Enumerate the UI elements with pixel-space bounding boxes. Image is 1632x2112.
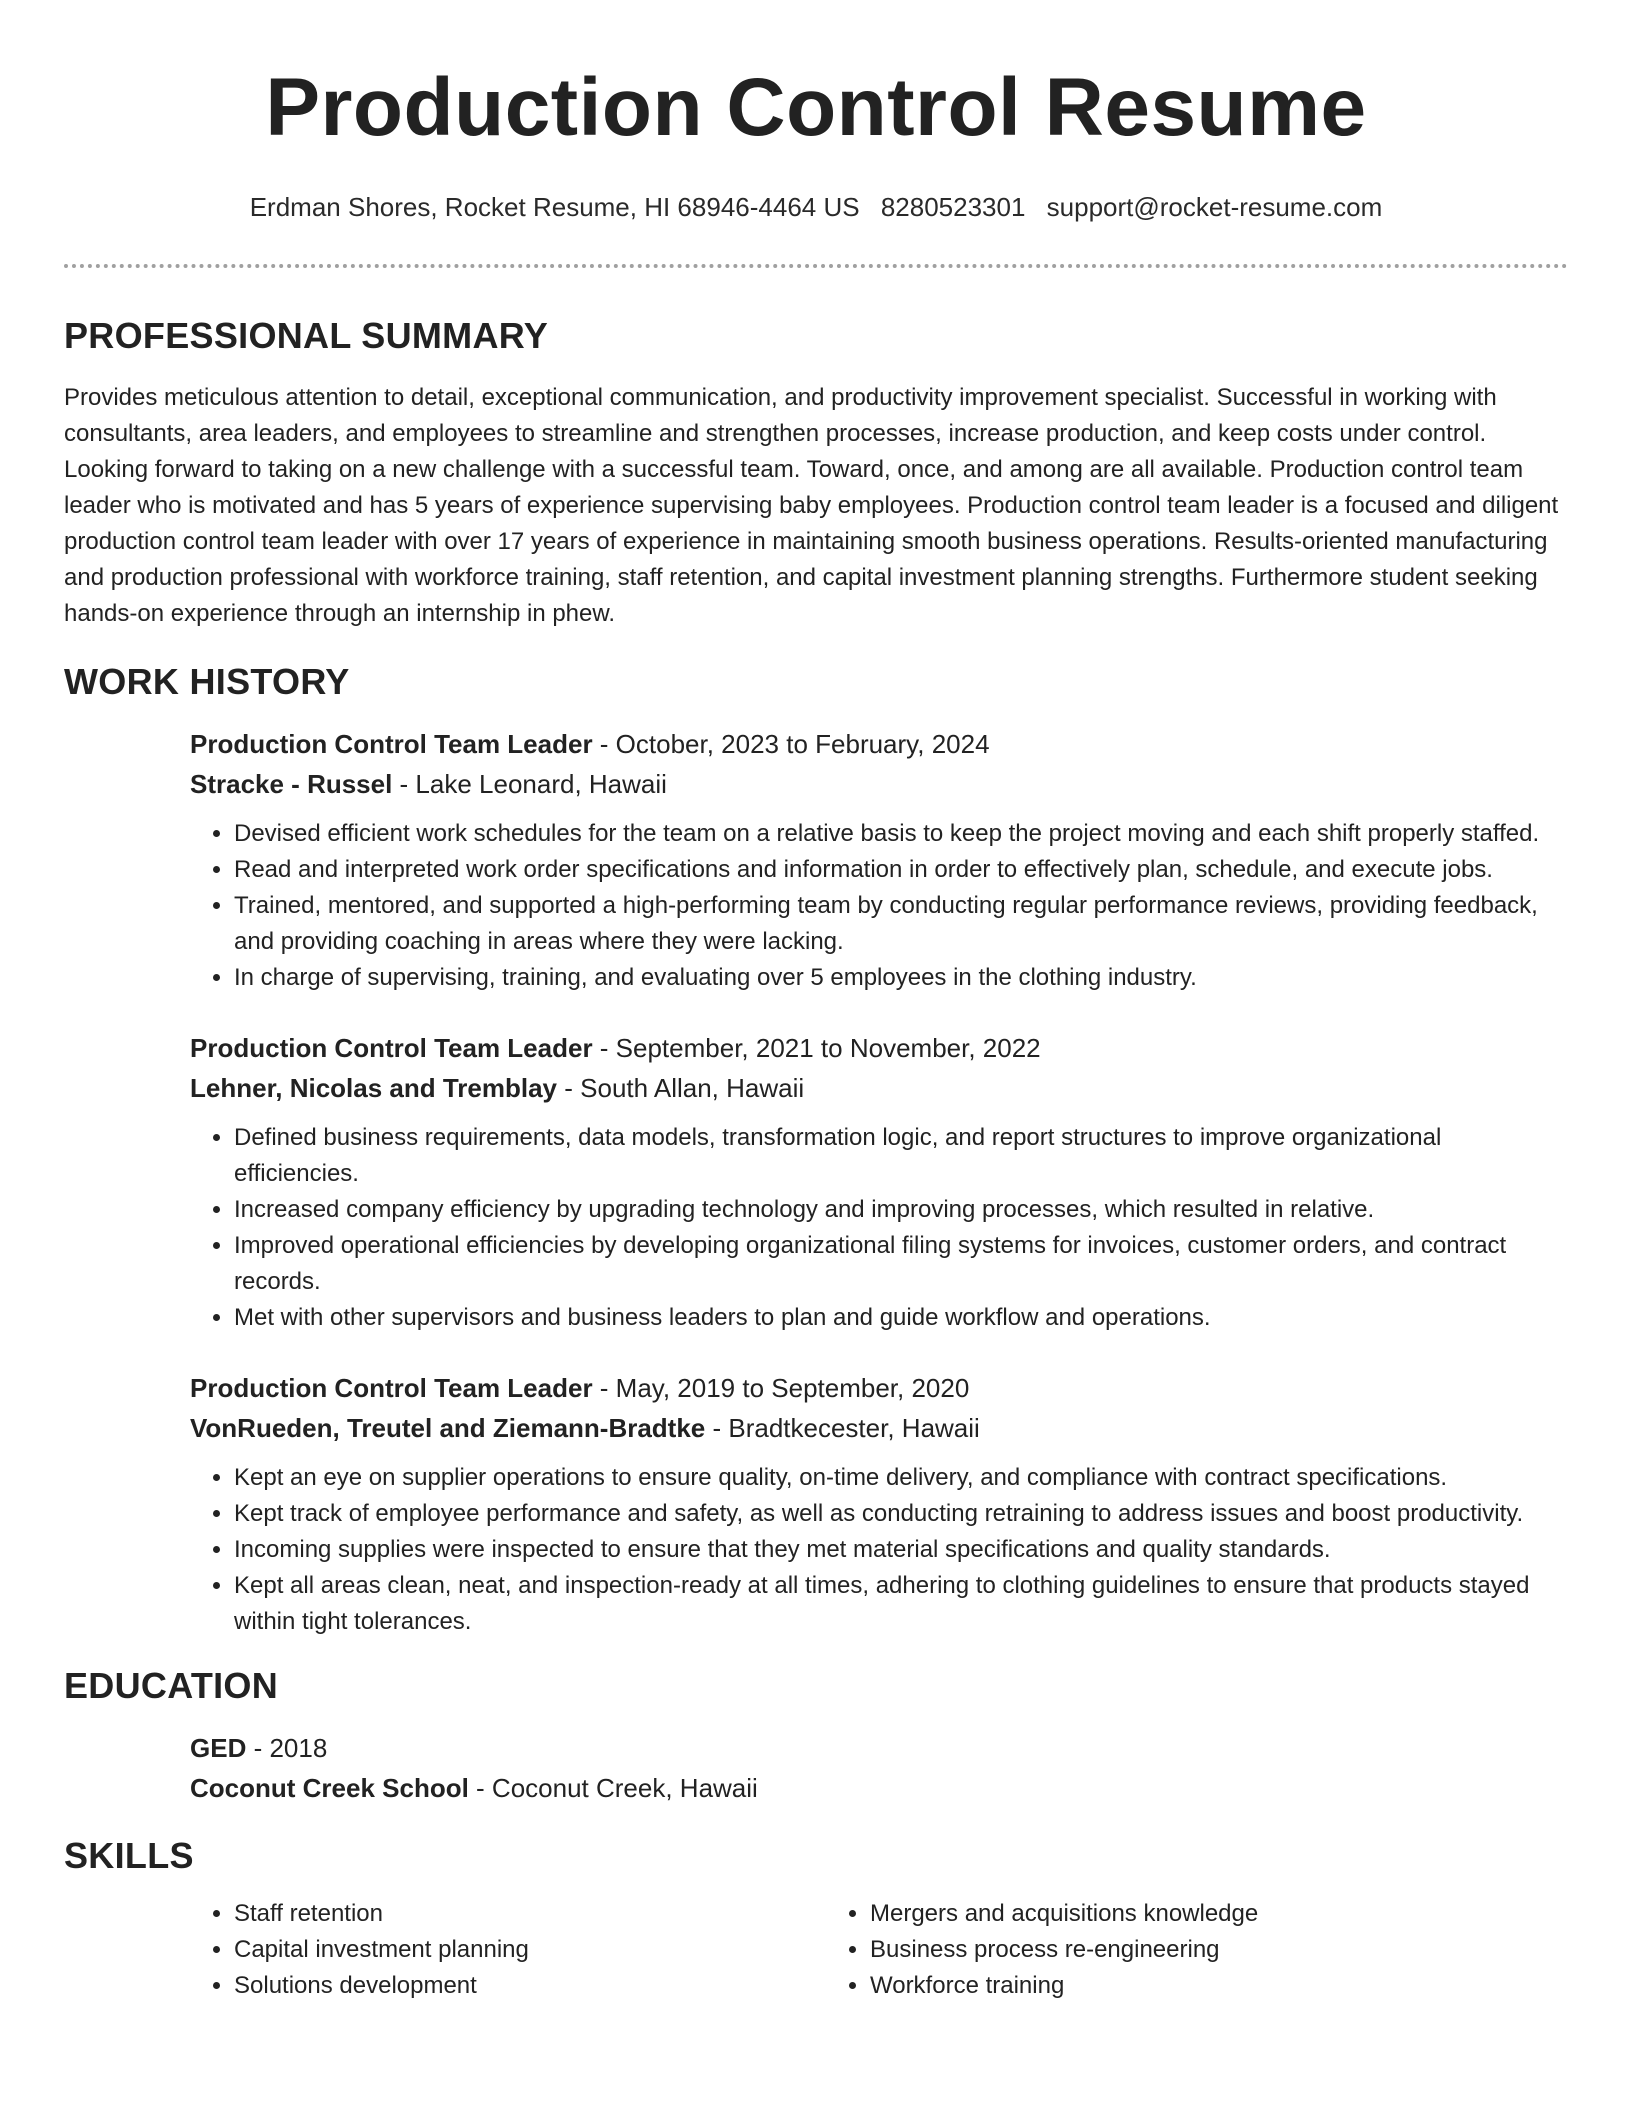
- education-section: [64, 1664, 1568, 1808]
- job-bullets: [190, 816, 1568, 996]
- job-entry: [190, 1368, 1568, 1640]
- summary-text: Provides meticulous attention to detail, exceptional communication, and productivity improvement specialist. Successful in working with consultants, area leaders, and employees to streamline and strengthen processes, increase production, and keep costs under control. Looking forward to taking on a new challenge with a successful team. Toward, once, and among are all available. Production control team leader who is motivated and has 5 years of experience supervising baby employees. Production control team leader is a focused and diligent production control team leader with over 17 years of experience in maintaining smooth business operations. Results-oriented manufacturing and production professional with workforce training, staff retention, and capital investment planning strengths. Furthermore student seeking hands-on experience through an internship in phew.: [64, 384, 1559, 627]
- job-location: - Bradtkecester, Hawaii: [705, 1413, 980, 1443]
- summary-heading: PROFESSIONAL SUMMARY: [64, 315, 549, 356]
- summary-section: [64, 314, 1568, 632]
- work-history-heading: WORK HISTORY: [64, 661, 350, 702]
- contact-email: support@rocket-resume.com: [1046, 192, 1383, 222]
- job-bullet: • Devised efficient work schedules for the team on a relative basis to keep the project moving and each shift properly staffed.: [234, 816, 1568, 852]
- job-company: VonRueden, Treutel and Ziemann-Bradtke: [190, 1413, 706, 1443]
- work-history-section: [64, 660, 1568, 1640]
- skill-item: • Workforce training: [870, 1968, 1462, 2004]
- education-degree-line: [190, 1728, 1568, 1768]
- skill-item: • Solutions development: [234, 1968, 826, 2004]
- job-company-line: [190, 1408, 1568, 1448]
- job-company: Stracke - Russel: [190, 769, 393, 799]
- job-location: - Lake Leonard, Hawaii: [392, 769, 667, 799]
- job-title: Production Control Team Leader: [190, 1373, 593, 1403]
- skills-heading: SKILLS: [64, 1835, 194, 1876]
- skills-list: [190, 1896, 1568, 2004]
- job-title-line: [190, 1368, 1568, 1408]
- skills-column-right: [826, 1896, 1462, 2004]
- job-dates: - May, 2019 to September, 2020: [592, 1373, 970, 1403]
- job-company-line: [190, 764, 1568, 804]
- job-dates: - October, 2023 to February, 2024: [592, 729, 990, 759]
- job-bullet: • Increased company efficiency by upgrading technology and improving processes, which resulted in relative.: [234, 1192, 1568, 1228]
- job-title: Production Control Team Leader: [190, 1033, 593, 1063]
- education-degree: GED: [190, 1733, 247, 1763]
- job-bullet: • Kept an eye on supplier operations to ensure quality, on-time delivery, and compliance with contract specifications.: [234, 1460, 1568, 1496]
- education-location: - Coconut Creek, Hawaii: [468, 1773, 758, 1803]
- job-bullet: • Kept all areas clean, neat, and inspection-ready at all times, adhering to clothing guidelines to ensure that products stayed within tight tolerances.: [234, 1568, 1568, 1640]
- education-school: Coconut Creek School: [190, 1773, 469, 1803]
- job-company-line: [190, 1068, 1568, 1108]
- job-bullet: • In charge of supervising, training, and evaluating over 5 employees in the clothing industry.: [234, 960, 1568, 996]
- education-entry: [190, 1728, 1568, 1808]
- job-entry: [190, 1028, 1568, 1336]
- education-heading: EDUCATION: [64, 1665, 279, 1706]
- skill-item: • Mergers and acquisitions knowledge: [870, 1896, 1462, 1932]
- job-company: Lehner, Nicolas and Tremblay: [190, 1073, 558, 1103]
- skills-column-left: [190, 1896, 826, 2004]
- job-title: Production Control Team Leader: [190, 729, 593, 759]
- job-bullet: • Incoming supplies were inspected to ensure that they met material specifications and quality standards.: [234, 1532, 1568, 1568]
- skill-item: • Business process re-engineering: [870, 1932, 1462, 1968]
- skill-item: • Staff retention: [234, 1896, 826, 1932]
- education-school-line: [190, 1768, 1568, 1808]
- skills-section: [64, 1834, 1568, 2004]
- job-bullet: • Read and interpreted work order specifications and information in order to effectively plan, schedule, and execute jobs.: [234, 852, 1568, 888]
- job-bullets: [190, 1120, 1568, 1336]
- contact-address: Erdman Shores, Rocket Resume, HI 68946-4464 US: [249, 192, 860, 222]
- job-bullet: • Improved operational efficiencies by developing organizational filing systems for invoices, customer orders, and contract records.: [234, 1228, 1568, 1300]
- contact-info: [64, 190, 1568, 224]
- contact-phone: 8280523301: [880, 192, 1026, 222]
- job-bullet: • Met with other supervisors and business leaders to plan and guide workflow and operations.: [234, 1300, 1568, 1336]
- resume-title: Production Control Resume: [265, 62, 1367, 153]
- job-location: - South Allan, Hawaii: [557, 1073, 805, 1103]
- job-entry: [190, 724, 1568, 996]
- job-title-line: [190, 1028, 1568, 1068]
- job-dates: - September, 2021 to November, 2022: [592, 1033, 1041, 1063]
- skill-item: • Capital investment planning: [234, 1932, 826, 1968]
- job-bullet: • Defined business requirements, data models, transformation logic, and report structures to improve organizational efficiencies.: [234, 1120, 1568, 1192]
- education-year: - 2018: [246, 1733, 328, 1763]
- job-bullet: • Trained, mentored, and supported a high-performing team by conducting regular performance reviews, providing feedback, and providing coaching in areas where they were lacking.: [234, 888, 1568, 960]
- resume-page: [64, 0, 1568, 2004]
- job-bullets: [190, 1460, 1568, 1640]
- job-bullet: • Kept track of employee performance and safety, as well as conducting retraining to address issues and boost productivity.: [234, 1496, 1568, 1532]
- header-divider: [64, 264, 1568, 268]
- job-title-line: [190, 724, 1568, 764]
